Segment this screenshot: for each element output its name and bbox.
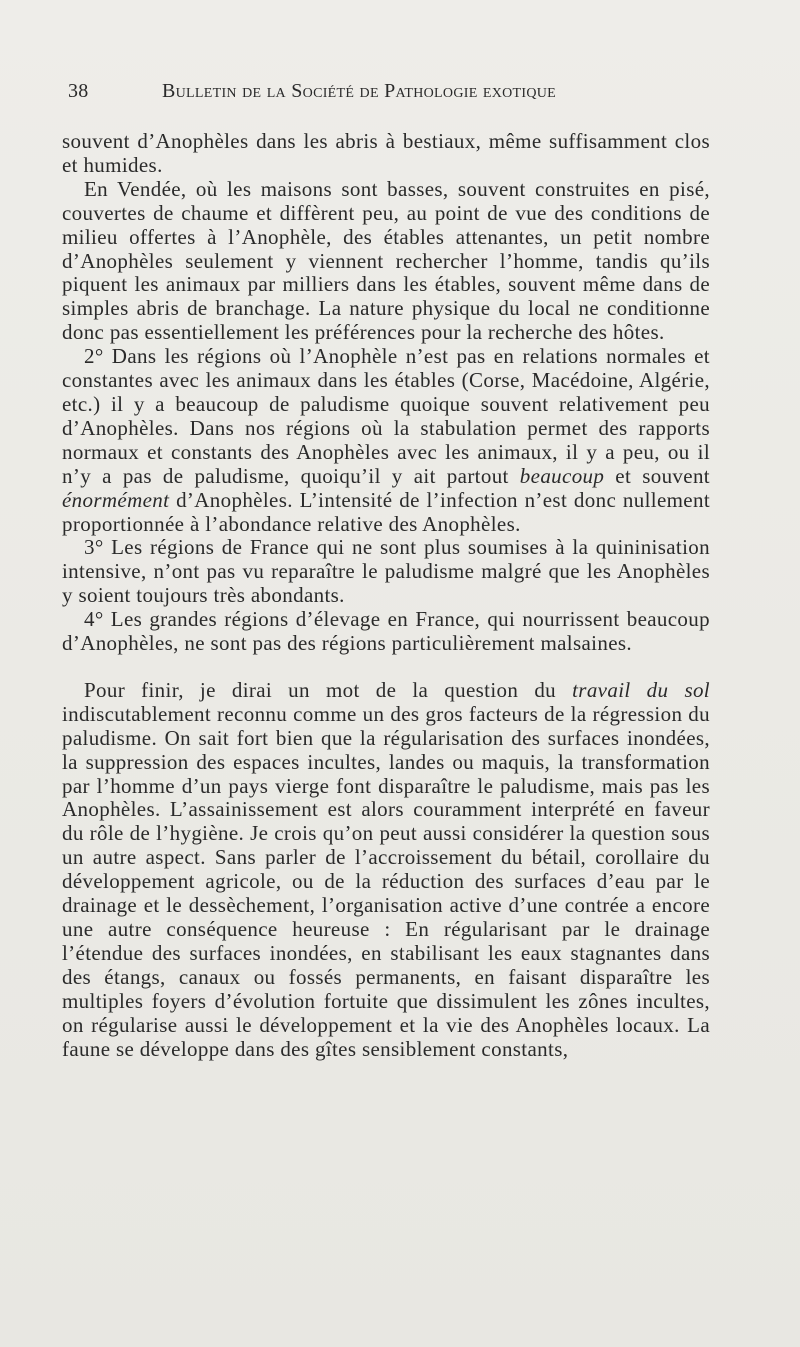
page-number: 38 <box>68 80 89 102</box>
paragraph-point-4 <box>62 608 710 656</box>
text-run: souvent d’Anophèles dans les abris à bestiaux, même suffisamment clos et humides. <box>62 129 710 177</box>
text-run: 4° Les grandes régions d’élevage en France, qui nourrissent beaucoup d’Anophèles, ne sont pas des régions particulièrement malsaines. <box>62 607 710 656</box>
paragraph-point-3 <box>62 536 710 608</box>
italic-emphasis: travail du sol <box>572 677 710 702</box>
text-run: Pour finir, je dirai un mot de la question du <box>84 677 573 702</box>
running-title: Bulletin de la Société de Pathologie exotique <box>162 80 557 102</box>
text-run: d’Anophèles. L’intensité de l’infection n’est donc nullement proportionnée à l’abondance relative des Anophèles. <box>62 487 710 536</box>
italic-emphasis: beaucoup <box>519 463 605 488</box>
paragraph-continuation <box>62 130 710 178</box>
paragraph-vendee <box>62 178 710 345</box>
text-run: 3° Les régions de France qui ne sont plus soumises à la quininisation intensive, n’ont pas vu reparaître le paludisme malgré que les Anophèles y soient toujours très abondants. <box>62 535 710 608</box>
text-run: indiscutablement reconnu comme un des gros facteurs de la régression du paludisme. On sait fort bien que la régularisation des surfaces inondées, la suppression des espaces incultes, landes ou maquis, la transformation par l’homme d’un pays vierge font disparaître le paludisme, mais pas les Anophèles. L’assainissement est alors couramment interprété en faveur du rôle de l’hygiène. Je crois qu’on peut aussi considérer la question sous un autre aspect. Sans parler de l’accroissement du bétail, corollaire du développement agricole, ou de la réduction des surfaces d’eau par le drainage et le dessèchement, l’organisation active d’une contrée a encore une autre conséquence heureuse : En régularisant par le drainage l’étendue des surfaces inondées, en stabilisant les eaux stagnantes dans des étangs, canaux ou fossés permanents, en faisant disparaître les multiples foyers d’évolution fortuite que dissimulent les zônes incultes, on régularise aussi le développement et la vie des Anophèles locaux. La faune se développe dans des gîtes sensiblement constants, <box>62 701 710 1061</box>
text-run: En Vendée, où les maisons sont basses, souvent construites en pisé, couvertes de chaume et diffèrent peu, au point de vue des conditions de milieu offertes à l’Anophèle, des étables attenantes, un petit nombre d’Anophèles seulement y viennent rechercher l’homme, tandis qu’ils piquent les animaux par milliers dans les étables, souvent même dans de simples abris de branchage. La nature physique du local ne conditionne donc pas essentiellement les préférences pour la recherche des hôtes. <box>62 176 710 345</box>
text-run: 2° Dans les régions où l’Anophèle n’est pas en relations normales et constantes avec les animaux dans les étables (Corse, Macédoine, Algérie, etc.) il y a beaucoup de paludisme quoique souvent relativement peu d’Anophèles. Dans nos régions où la stabulation permet des rapports normaux et constants des Anophèles avec les animaux, il y a peu, ou il n’y a pas de paludisme, quoiqu’il y ait partout <box>62 344 710 488</box>
running-header <box>68 80 705 114</box>
body-text <box>62 130 710 1061</box>
italic-emphasis: énormément <box>62 487 170 512</box>
paragraph-travail-du-sol <box>62 679 710 1062</box>
paragraph-point-2 <box>62 345 710 536</box>
text-run: et souvent <box>604 463 710 488</box>
